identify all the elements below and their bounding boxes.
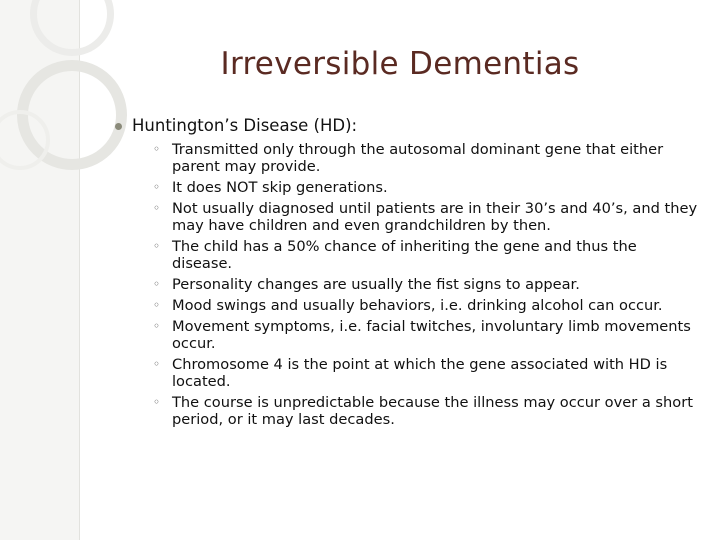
sub-bullet-text: Not usually diagnosed until patients are in their 30’s and 40’s, and they may have children and even grandchildren by then. (172, 200, 698, 234)
sub-bullet-list (150, 141, 698, 432)
hollow-circle-icon: ◦ (153, 239, 161, 253)
sub-bullet-text: The child has a 50% chance of inheriting the gene and thus the disease. (172, 238, 637, 272)
sub-bullet-text: Transmitted only through the autosomal dominant gene that either parent may provide. (172, 141, 664, 175)
sub-bullet-item (150, 297, 698, 314)
sub-bullet-item (150, 356, 698, 390)
hollow-circle-icon: ◦ (153, 298, 161, 312)
main-bullet-point (132, 116, 692, 136)
hollow-circle-icon: ◦ (153, 395, 161, 409)
sub-bullet-item (150, 200, 698, 234)
hollow-circle-icon: ◦ (153, 142, 161, 156)
sub-bullet-text: Mood swings and usually behaviors, i.e. drinking alcohol can occur. (172, 297, 663, 314)
hollow-circle-icon: ◦ (153, 180, 161, 194)
sub-bullet-text: The course is unpredictable because the illness may occur over a short period, or it may last decades. (172, 394, 693, 428)
sub-bullet-item (150, 318, 698, 352)
filled-circle-icon (115, 123, 122, 130)
sub-bullet-item (150, 179, 698, 196)
sub-bullet-item (150, 276, 698, 293)
hollow-circle-icon: ◦ (153, 277, 161, 291)
hollow-circle-icon: ◦ (153, 319, 161, 333)
main-bullet-text: Huntington’s Disease (HD): (132, 116, 358, 135)
sub-bullet-text: Chromosome 4 is the point at which the gene associated with HD is located. (172, 356, 668, 390)
hollow-circle-icon: ◦ (153, 201, 161, 215)
slide-title: Irreversible Dementias (220, 46, 580, 82)
sub-bullet-text: Personality changes are usually the fist signs to appear. (172, 276, 580, 293)
sub-bullet-item (150, 394, 698, 428)
sub-bullet-item (150, 141, 698, 175)
sub-bullet-item (150, 238, 698, 272)
sub-bullet-text: It does NOT skip generations. (172, 179, 388, 196)
sub-bullet-text: Movement symptoms, i.e. facial twitches, involuntary limb movements occur. (172, 318, 691, 352)
hollow-circle-icon: ◦ (153, 357, 161, 371)
